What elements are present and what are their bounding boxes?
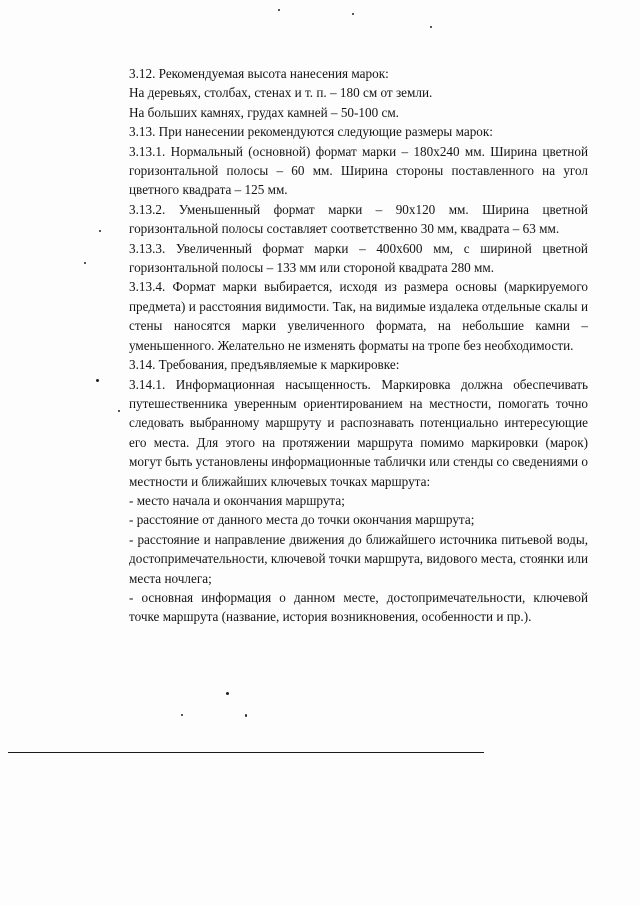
list-item-main-info: - основная информация о данном месте, достопримечательности, ключевой точке маршрута (название, история возникновения, особенности и пр.). (129, 589, 588, 625)
list-item-direction: - расстояние и направление движения до ближайшего источника питьевой воды, достопримечательности, ключевой точки маршрута, видового места, стоянки или места ночлега; (129, 531, 588, 586)
paragraph-3-13-2: 3.13.2. Уменьшенный формат марки – 90х120 мм. Ширина цветной горизонтальной полосы составляет соответственно 30 мм, квадрата – 63 мм. (129, 201, 588, 237)
paragraph-trees-height: На деревьях, столбах, стенах и т. п. – 180 см от земли. (129, 85, 433, 101)
paragraph-3-13-4: 3.13.4. Формат марки выбирается, исходя из размера основы (маркируемого предмета) и расстояния видимости. Так, на видимые издалека отдельные скалы и стены наносятся марки увеличенного формата, на небольшие камни – уменьшенного. Желательно не изменять форматы на тропе без необходимости. (129, 279, 588, 353)
scan-speck (352, 13, 354, 15)
scan-speck (226, 692, 229, 695)
scan-speck (278, 9, 280, 11)
scan-speck (96, 379, 99, 382)
scan-speck (245, 714, 247, 717)
scan-speck (430, 26, 432, 28)
scan-speck (84, 262, 86, 264)
scan-speck (118, 410, 120, 412)
paragraph-3-12: 3.12. Рекомендуемая высота нанесения марок: (129, 66, 389, 81)
scan-speck (99, 230, 101, 232)
paragraph-3-13-1: 3.13.1. Нормальный (основной) формат марки – 180х240 мм. Ширина цветной горизонтальной полосы – 60 мм. Ширина стороны поставленного на угол цветного квадрата – 125 мм. (129, 143, 588, 198)
footer-rule (8, 752, 484, 753)
paragraph-3-14-1: 3.14.1. Информационная насыщенность. Маркировка должна обеспечивать путешественника уверенным ориентированием на местности, помогать точно следовать выбранному маршруту и распознавать потенциально интересующие его места. Для этого на протяжении маршрута помимо маркировки (марок) могут быть установлены информационные таблички или стенды со сведениями о местности и ближайших ключевых точках маршрута: (129, 376, 588, 489)
paragraph-stones-height: На больших камнях, грудах камней – 50-100 см. (129, 104, 399, 120)
paragraph-3-13: 3.13. При нанесении рекомендуются следующие размеры марок: (129, 124, 493, 140)
document-body (129, 64, 588, 627)
list-item-start-end: - место начала и окончания маршрута; (129, 492, 345, 508)
list-item-distance: - расстояние от данного места до точки окончания маршрута; (129, 512, 475, 528)
paragraph-3-13-3: 3.13.3. Увеличенный формат марки – 400х600 мм, с шириной цветной горизонтальной полосы – 133 мм или стороной квадрата 280 мм. (129, 240, 588, 276)
paragraph-3-14: 3.14. Требования, предъявляемые к маркировке: (129, 357, 400, 373)
scan-speck (181, 714, 183, 716)
